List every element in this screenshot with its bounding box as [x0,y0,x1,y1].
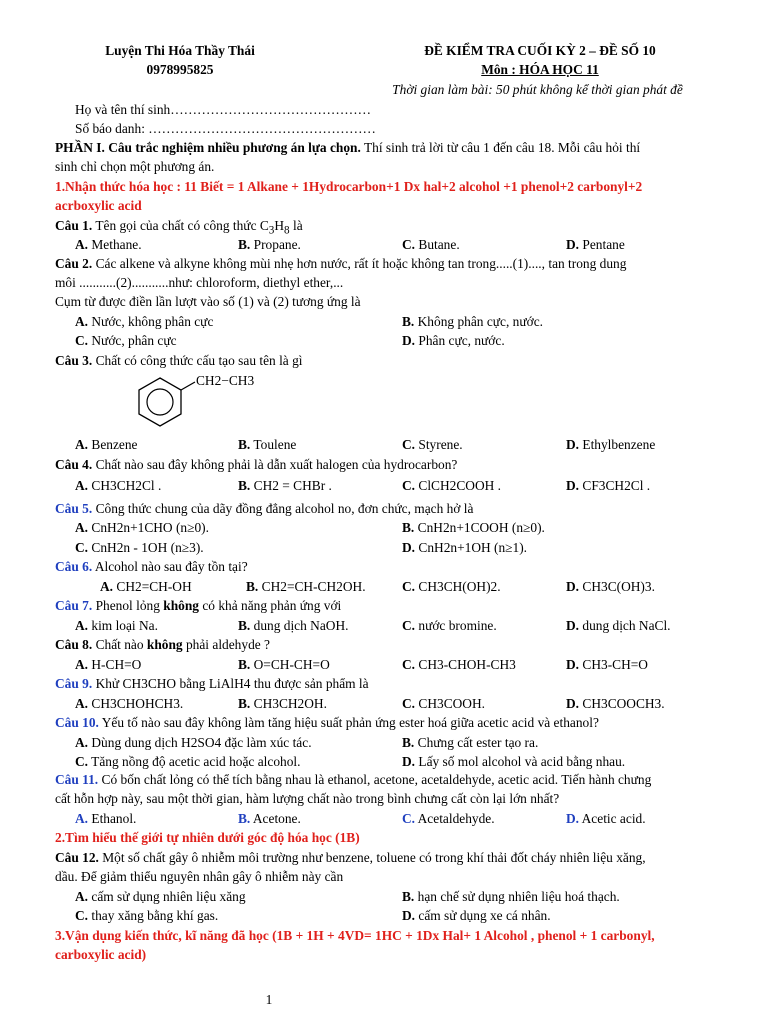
ethyl-substituent: CH2−CH3 [196,373,255,388]
question-3: Câu 3. Chất có công thức cấu tạo sau tên là gì [55,353,303,368]
part1-instruction2: sinh chỉ chọn một phương án. [55,159,215,174]
q6-option-b[interactable]: B. CH2=CH-CH2OH. [246,579,366,594]
q2-option-a[interactable]: A. Nước, không phân cực [75,314,214,329]
question-12-line2: dầu. Để giảm thiểu nguyên nhân gây ô nhiễm này cần [55,869,344,884]
question-11: Câu 11. Có bốn chất lỏng có thể tích bằng nhau là ethanol, acetone, acetaldehyde, acetic acid. Tiến hành chưng [55,772,652,787]
student-id-line: Số báo danh: …………………………………………… [75,121,376,136]
q4-option-b[interactable]: B. CH2 = CHBr . [238,478,332,493]
q7-option-c[interactable]: C. nước bromine. [402,618,497,633]
q9-option-d[interactable]: D. CH3COOCH3. [566,696,665,711]
q12-option-a[interactable]: A. cấm sử dụng nhiên liệu xăng [75,889,246,904]
q11-option-d[interactable]: D. Acetic acid. [566,811,646,826]
q4-option-d[interactable]: D. CF3CH2Cl . [566,478,651,493]
question-2-line2: môi ...........(2)...........như: chloroform, diethyl ether,... [55,275,344,290]
q10-option-b[interactable]: B. Chưng cất ester tạo ra. [402,735,539,750]
question-2: Câu 2. Các alkene và alkyne không mùi nhẹ hơn nước, rất ít hoặc không tan trong.....(1)...., tan trong dung [55,256,627,271]
q12-option-d[interactable]: D. cấm sử dụng xe cá nhân. [402,908,551,923]
q3-option-c[interactable]: C. Styrene. [402,437,463,452]
question-6: Câu 6. Alcohol nào sau đây tồn tại? [55,559,248,574]
question-11-line2: cất hỗn hợp này, sau một thời gian, hàm lượng chất nào trong bình chưng cất còn lại lớn nhất? [55,791,560,806]
q4-option-a[interactable]: A. CH3CH2Cl . [75,478,162,493]
q1-option-a[interactable]: A. Methane. [75,237,142,252]
q1-option-c[interactable]: C. Butane. [402,237,460,252]
section3-heading: 3.Vận dụng kiến thức, kĩ năng đã học (1B + 1H + 4VD= 1HC + 1Dx Hal+ 1 Alcohol , phenol + 1 carbonyl, [55,928,655,943]
q9-option-b[interactable]: B. CH3CH2OH. [238,696,327,711]
page-number: 1 [265,992,273,1007]
q11-option-b[interactable]: B. Acetone. [238,811,301,826]
part1-instruction: Thí sinh trả lời từ câu 1 đến câu 18. Mỗi câu hỏi thí [360,140,641,155]
q9-option-a[interactable]: A. CH3CHOHCH3. [75,696,184,711]
q8-option-a[interactable]: A. H-CH=O [75,657,142,672]
section1-heading-cont: acrboxylic acid [55,198,142,213]
question-2-line3: Cụm từ được điền lần lượt vào số (1) và (2) tương ứng là [55,294,361,309]
q3-option-d[interactable]: D. Ethylbenzene [566,437,656,452]
q8-option-d[interactable]: D. CH3-CH=O [566,657,648,672]
q4-option-c[interactable]: C. ClCH2COOH . [402,478,501,493]
q2-option-c[interactable]: C. Nước, phân cực [75,333,177,348]
q2-option-b[interactable]: B. Không phân cực, nước. [402,314,543,329]
teacher-phone: 0978995825 [146,62,214,77]
question-1: Câu 1. Tên gọi của chất có công thức $C_3H_8$ là [55,218,303,237]
q7-option-b[interactable]: B. dung dịch NaOH. [238,618,349,633]
q7-option-d[interactable]: D. dung dịch NaCl. [566,618,671,633]
q11-option-c[interactable]: C. Acetaldehyde. [402,811,495,826]
q2-option-d[interactable]: D. Phân cực, nước. [402,333,505,348]
part1-line1 [55,140,640,157]
q9-option-c[interactable]: C. CH3COOH. [402,696,485,711]
teacher-name: Luyện Thi Hóa Thầy Thái [105,43,255,58]
question-7: Câu 7. Phenol lỏng không có khả năng phản ứng với [55,598,342,613]
q1-option-b[interactable]: B. Propane. [238,237,301,252]
q3-option-b[interactable]: B. Toulene [238,437,297,452]
q10-option-c[interactable]: C. Tăng nồng độ acetic acid hoặc alcohol. [75,754,301,769]
section3-heading-cont: carboxylic acid) [55,947,147,962]
q5-option-c[interactable]: C. CnH2n - 1OH (n≥3). [75,540,204,555]
q12-option-b[interactable]: B. hạn chế sử dụng nhiên liệu hoá thạch. [402,889,620,904]
question-9: Câu 9. Khử CH3CHO bằng LiAlH4 thu được sản phẩm là [55,676,369,691]
q6-option-a[interactable]: A. CH2=CH-OH [100,579,192,594]
subject-title: Môn : HÓA HỌC 11 [481,62,599,77]
exam-time: Thời gian làm bài: 50 phút không kể thời gian phát đề [392,82,683,97]
question-4: Câu 4. Chất nào sau đây không phải là dẫn xuất halogen của hydrocarbon? [55,457,458,472]
part1-title: PHẦN I. Câu trắc nghiệm nhiều phương án lựa chọn. [55,140,361,155]
section1-heading: 1.Nhận thức hóa học : 11 Biết = 1 Alkane + 1Hydrocarbon+1 Dx hal+2 alcohol +1 phenol+2 carbonyl+2 [55,179,643,194]
section2-heading: 2.Tìm hiểu thế giới tự nhiên dưới góc độ hóa học (1B) [55,830,360,845]
q10-option-d[interactable]: D. Lấy số mol alcohol và acid bằng nhau. [402,754,626,769]
q8-option-c[interactable]: C. CH3-CHOH-CH3 [402,657,516,672]
question-10: Câu 10. Yếu tố nào sau đây không làm tăng hiệu suất phản ứng ester hoá giữa acetic acid và ethanol? [55,715,599,730]
question-8: Câu 8. Chất nào không phải aldehyde ? [55,637,270,652]
q5-option-a[interactable]: A. CnH2n+1CHO (n≥0). [75,520,209,535]
student-name-line: Họ và tên thí sinh……………………………………… [75,102,372,117]
q5-option-d[interactable]: D. CnH2n+1OH (n≥1). [402,540,528,555]
q7-option-a[interactable]: A. kim loại Na. [75,618,158,633]
question-12: Câu 12. Một số chất gây ô nhiễm môi trường như benzene, toluene có trong khí thải đốt cháy nhiên liệu xăng, [55,850,646,865]
q11-option-a[interactable]: A. Ethanol. [75,811,137,826]
exam-title: ĐỀ KIỂM TRA CUỐI KỲ 2 – ĐỀ SỐ 10 [424,43,656,58]
q1-option-d[interactable]: D. Pentane [566,237,625,252]
q12-option-c[interactable]: C. thay xăng bằng khí gas. [75,908,219,923]
q5-option-b[interactable]: B. CnH2n+1COOH (n≥0). [402,520,545,535]
q8-option-b[interactable]: B. O=CH-CH=O [238,657,330,672]
q6-option-c[interactable]: C. CH3CH(OH)2. [402,579,501,594]
q10-option-a[interactable]: A. Dùng dung dịch H2SO4 đặc làm xúc tác. [75,735,312,750]
q3-option-a[interactable]: A. Benzene [75,437,138,452]
q6-option-d[interactable]: D. CH3C(OH)3. [566,579,655,594]
question-5: Câu 5. Công thức chung của dãy đồng đẳng alcohol no, đơn chức, mạch hở là [55,501,474,516]
